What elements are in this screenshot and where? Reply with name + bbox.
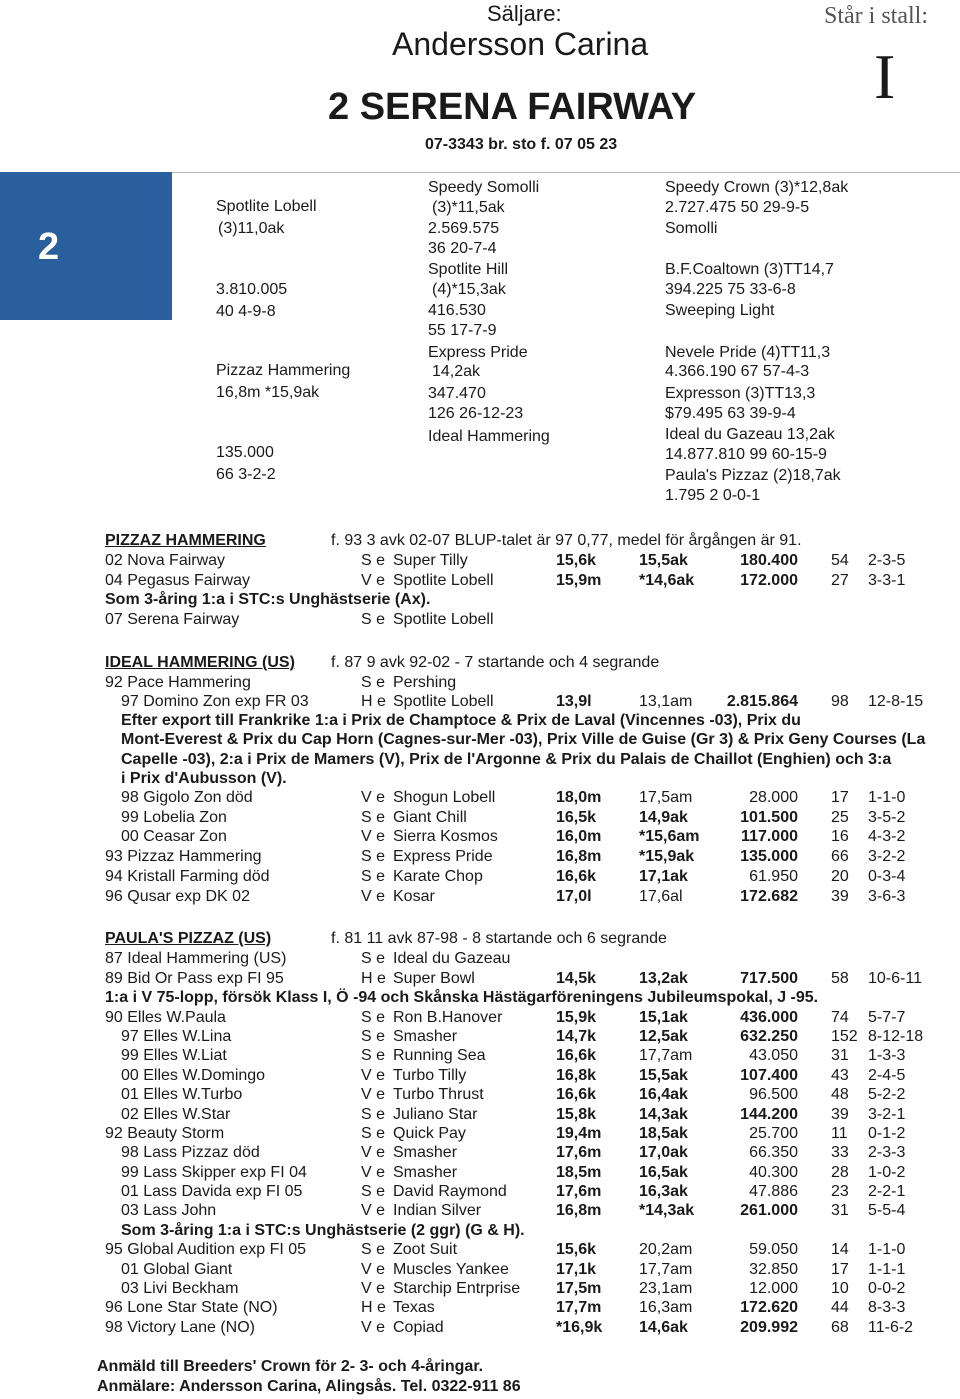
offspring-sire: Ideal du Gazeau — [393, 950, 511, 967]
offspring-record-1: 17,7m — [556, 1299, 602, 1317]
offspring-record-2: 14,9ak — [639, 808, 688, 826]
offspring-results: 12-8-15 — [868, 693, 924, 710]
offspring-name: 93 Pizzaz Hammering — [105, 848, 262, 866]
offspring-sex: S e — [361, 1008, 386, 1026]
pedigree-ancestor-line: Nevele Pride (4)TT11,3 — [665, 344, 831, 361]
offspring-record-1: 17,5m — [556, 1279, 602, 1297]
offspring-name: 94 Kristall Farming död — [105, 867, 270, 885]
offspring-name: 00 Ceasar Zon — [121, 828, 227, 846]
offspring-name: 01 Lass Davida exp FI 05 — [121, 1183, 303, 1201]
offspring-earnings: 172.682 — [740, 887, 798, 905]
stall-label: Står i stall: — [824, 3, 928, 29]
offspring-earnings: 32.850 — [749, 1260, 798, 1278]
offspring-earnings: 61.950 — [749, 867, 798, 885]
offspring-results: 1-1-1 — [868, 1260, 906, 1278]
offspring-sex: S e — [361, 808, 386, 826]
offspring-name: 92 Beauty Storm — [105, 1124, 225, 1142]
offspring-starts: 17 — [831, 789, 849, 806]
offspring-name: 00 Elles W.Domingo — [121, 1066, 266, 1084]
offspring-results: 3-6-3 — [868, 887, 906, 905]
pedigree-grandsire-line: Speedy Somolli — [428, 179, 540, 196]
offspring-results: 8-12-18 — [868, 1028, 924, 1046]
pedigree-ancestor-line: Speedy Crown (3)*12,8ak — [665, 179, 849, 196]
offspring-earnings: 261.000 — [740, 1202, 798, 1220]
offspring-sex: S e — [361, 1124, 386, 1142]
offspring-results: 11-6-2 — [868, 1318, 914, 1336]
offspring-starts: 20 — [831, 867, 849, 885]
footer-line-2: Anmälare: Andersson Carina, Alingsås. Tel. 0322-911 86 — [97, 1378, 521, 1395]
offspring-sire: Smasher — [393, 1163, 458, 1181]
offspring-sire: Smasher — [393, 1144, 458, 1162]
offspring-results: 2-3-3 — [868, 1144, 906, 1162]
pedigree-ancestor-line: 394.225 75 33-6-8 — [665, 281, 796, 298]
offspring-record-2: *15,6am — [639, 828, 700, 846]
offspring-starts: 39 — [831, 887, 849, 905]
offspring-record-1: 14,7k — [556, 1028, 597, 1046]
pedigree-sire-line: 66 3-2-2 — [216, 466, 276, 483]
catalog-number-box — [0, 172, 172, 320]
offspring-sire: Spotlite Lobell — [393, 610, 494, 628]
dam-heading: PIZZAZ HAMMERING — [105, 532, 266, 549]
offspring-name: 89 Bid Or Pass exp FI 95 — [105, 970, 284, 987]
offspring-results: 0-0-2 — [868, 1279, 906, 1297]
pedigree-sire-line: 135.000 — [216, 444, 274, 461]
offspring-name: 01 Global Giant — [121, 1260, 233, 1278]
offspring-earnings: 172.000 — [740, 571, 798, 589]
offspring-earnings: 436.000 — [740, 1008, 798, 1026]
offspring-earnings: 180.400 — [740, 552, 798, 569]
offspring-record-1: 18,0m — [556, 789, 602, 806]
offspring-sire: Sierra Kosmos — [393, 828, 498, 846]
offspring-sire: Zoot Suit — [393, 1241, 458, 1259]
offspring-starts: 66 — [831, 848, 849, 866]
offspring-record-1: 18,5m — [556, 1163, 602, 1181]
offspring-starts: 27 — [831, 571, 849, 589]
offspring-sex: S e — [361, 950, 386, 967]
pedigree-grandsire-line: 14,2ak — [432, 363, 481, 380]
offspring-results: 8-3-3 — [868, 1299, 906, 1317]
offspring-record-1: 16,0m — [556, 828, 602, 846]
offspring-sex: V e — [361, 1318, 386, 1336]
offspring-results: 1-3-3 — [868, 1047, 906, 1065]
offspring-name: 97 Elles W.Lina — [121, 1028, 232, 1046]
race-note: 1:a i V 75-lopp, försök Klass I, Ö -94 och Skånska Hästägarföreningens Jubileumspokal, J -95. — [105, 989, 819, 1007]
offspring-results: 3-5-2 — [868, 808, 906, 826]
seller-label: Säljare: — [487, 1, 562, 26]
horse-info: 07-3343 br. sto f. 07 05 23 — [425, 136, 618, 153]
offspring-sex: V e — [361, 1202, 386, 1220]
offspring-results: 4-3-2 — [868, 828, 906, 846]
offspring-sire: Giant Chill — [393, 808, 467, 826]
offspring-starts: 28 — [831, 1163, 849, 1181]
race-note: Som 3-åring 1:a i STC:s Unghästserie (2 ggr) (G & H). — [121, 1221, 525, 1239]
offspring-record-1: 17,6m — [556, 1144, 602, 1162]
pedigree-grandsire-line: 55 17-7-9 — [428, 322, 497, 339]
dam-info: f. 93 3 avk 02-07 BLUP-talet är 97 0,77, medel för årgången är 91. — [331, 532, 802, 549]
offspring-earnings: 28.000 — [749, 789, 798, 806]
offspring-sire: Texas — [393, 1299, 435, 1317]
offspring-sire: David Raymond — [393, 1183, 507, 1201]
offspring-sire: Copiad — [393, 1318, 444, 1336]
offspring-record-2: 15,5ak — [639, 1066, 688, 1084]
offspring-sex: S e — [361, 552, 386, 569]
offspring-sire: Kosar — [393, 887, 435, 905]
offspring-starts: 23 — [831, 1183, 849, 1201]
offspring-record-1: *16,9k — [556, 1318, 603, 1336]
stall-value: I — [874, 41, 896, 112]
offspring-record-2: 15,1ak — [639, 1008, 688, 1026]
offspring-record-2: *14,3ak — [639, 1202, 695, 1220]
offspring-record-1: 15,9m — [556, 571, 602, 589]
catalog-number: 2 — [38, 226, 60, 268]
offspring-earnings: 66.350 — [749, 1144, 798, 1162]
offspring-results: 2-4-5 — [868, 1066, 906, 1084]
offspring-record-2: 17,1ak — [639, 867, 688, 885]
offspring-record-2: 18,5ak — [639, 1124, 688, 1142]
offspring-sex: S e — [361, 867, 386, 885]
offspring-starts: 48 — [831, 1086, 849, 1104]
offspring-earnings: 135.000 — [740, 848, 798, 866]
offspring-name: 96 Qusar exp DK 02 — [105, 887, 250, 905]
greatgranddam-info: f. 81 11 avk 87-98 - 8 startande och 6 segrande — [331, 930, 667, 947]
offspring-sex: S e — [361, 610, 386, 628]
offspring-name: 95 Global Audition exp FI 05 — [105, 1241, 307, 1259]
granddam-heading: IDEAL HAMMERING (US) — [105, 654, 295, 671]
offspring-starts: 68 — [831, 1318, 849, 1336]
offspring-record-2: 13,1am — [639, 693, 693, 710]
offspring-starts: 74 — [831, 1008, 849, 1026]
offspring-sire: Smasher — [393, 1028, 458, 1046]
offspring-record-1: 17,6m — [556, 1183, 602, 1201]
offspring-name: 02 Nova Fairway — [105, 552, 226, 569]
offspring-record-1: 13,9l — [556, 693, 592, 710]
offspring-record-1: 16,6k — [556, 867, 597, 885]
offspring-starts: 31 — [831, 1202, 849, 1220]
offspring-starts: 25 — [831, 808, 849, 826]
pedigree-sire-line: (3)11,0ak — [218, 220, 285, 237]
pedigree-ancestor-line: 4.366.190 67 57-4-3 — [665, 363, 810, 380]
offspring-name: 07 Serena Fairway — [105, 610, 240, 628]
pedigree-grandsire-line: 36 20-7-4 — [428, 240, 497, 257]
offspring-record-1: 16,6k — [556, 1086, 597, 1104]
seller-name: Andersson Carina — [392, 26, 649, 62]
offspring-sire: Pershing — [393, 674, 457, 691]
offspring-record-2: 16,4ak — [639, 1086, 688, 1104]
race-note: Efter export till Frankrike 1:a i Prix de Champtoce & Prix de Laval (Vincennes -03), Prix du — [121, 712, 801, 729]
offspring-record-1: 19,4m — [556, 1124, 602, 1142]
offspring-record-2: 17,5am — [639, 789, 693, 806]
offspring-record-1: 15,6k — [556, 1241, 597, 1259]
offspring-record-1: 16,8m — [556, 1202, 602, 1220]
pedigree-sire-line: Spotlite Lobell — [216, 198, 317, 215]
offspring-record-2: 16,5ak — [639, 1163, 688, 1181]
offspring-record-1: 16,8k — [556, 1066, 597, 1084]
offspring-sex: V e — [361, 571, 386, 589]
offspring-sire: Indian Silver — [393, 1202, 482, 1220]
offspring-record-2: 16,3ak — [639, 1183, 688, 1201]
offspring-sex: H e — [361, 693, 386, 710]
offspring-sex: V e — [361, 1144, 386, 1162]
offspring-results: 3-2-1 — [868, 1105, 906, 1123]
offspring-sex: V e — [361, 1086, 386, 1104]
offspring-results: 10-6-11 — [868, 970, 922, 987]
offspring-record-2: 20,2am — [639, 1241, 693, 1259]
offspring-name: 98 Lass Pizzaz död — [121, 1144, 260, 1162]
offspring-name: 99 Elles W.Liat — [121, 1047, 227, 1065]
offspring-record-2: 17,7am — [639, 1047, 693, 1065]
offspring-sex: V e — [361, 887, 386, 905]
offspring-starts: 14 — [831, 1241, 849, 1259]
offspring-sire: Super Tilly — [393, 552, 468, 569]
offspring-record-2: 16,3am — [639, 1299, 693, 1317]
offspring-starts: 33 — [831, 1144, 849, 1162]
offspring-earnings: 717.500 — [740, 970, 798, 987]
offspring-sex: S e — [361, 1241, 386, 1259]
offspring-sex: S e — [361, 1047, 386, 1065]
offspring-record-1: 16,8m — [556, 848, 602, 866]
offspring-name: 96 Lone Star State (NO) — [105, 1299, 278, 1317]
pedigree-grandsire-line: 347.470 — [428, 385, 486, 402]
pedigree-ancestor-line: 2.727.475 50 29-9-5 — [665, 199, 810, 216]
offspring-sire: Turbo Tilly — [393, 1066, 467, 1084]
offspring-sire: Spotlite Lobell — [393, 693, 494, 710]
offspring-record-2: 14,3ak — [639, 1105, 688, 1123]
offspring-sex: V e — [361, 1163, 386, 1181]
offspring-sire: Spotlite Lobell — [393, 571, 494, 589]
pedigree-ancestor-line: Ideal du Gazeau 13,2ak — [665, 426, 835, 443]
offspring-sire: Muscles Yankee — [393, 1260, 509, 1278]
offspring-name: 04 Pegasus Fairway — [105, 571, 250, 589]
pedigree-ancestor-line: Somolli — [665, 220, 718, 237]
offspring-record-1: 15,6k — [556, 552, 597, 569]
pedigree-grandsire-line: (4)*15,3ak — [432, 281, 506, 298]
offspring-sex: H e — [361, 970, 386, 987]
offspring-starts: 10 — [831, 1279, 849, 1297]
offspring-results: 1-1-0 — [868, 789, 906, 806]
offspring-starts: 54 — [831, 552, 849, 569]
offspring-name: 90 Elles W.Paula — [105, 1008, 226, 1026]
offspring-record-1: 17,0l — [556, 887, 592, 905]
offspring-earnings: 144.200 — [740, 1105, 798, 1123]
offspring-record-1: 15,8k — [556, 1105, 597, 1123]
pedigree-ancestor-line: 1.795 2 0-0-1 — [665, 487, 761, 504]
offspring-sex: S e — [361, 848, 386, 866]
offspring-results: 1-0-2 — [868, 1163, 906, 1181]
offspring-results: 5-2-2 — [868, 1086, 906, 1104]
offspring-sex: S e — [361, 1028, 386, 1046]
pedigree-grandsire-line: (3)*11,5ak — [432, 199, 505, 216]
offspring-sire: Ron B.Hanover — [393, 1008, 503, 1026]
offspring-record-1: 17,1k — [556, 1260, 597, 1278]
offspring-earnings: 107.400 — [740, 1066, 798, 1084]
offspring-starts: 43 — [831, 1066, 849, 1084]
pedigree-sire-line: 16,8m *15,9ak — [216, 384, 320, 401]
offspring-record-2: 23,1am — [639, 1279, 693, 1297]
race-note: Capelle -03), 2:a i Prix de Mamers (V), Prix de l'Argonne & Prix du Palais de Chaillot (Enghien) och 3:a — [121, 750, 892, 768]
pedigree-sire-line: 3.810.005 — [216, 281, 288, 298]
offspring-results: 3-2-2 — [868, 848, 906, 866]
pedigree-sire-line: Pizzaz Hammering — [216, 362, 351, 379]
offspring-earnings: 2.815.864 — [726, 693, 798, 710]
pedigree-ancestor-line: B.F.Coaltown (3)TT14,7 — [665, 261, 834, 278]
offspring-sire: Juliano Star — [393, 1105, 478, 1123]
offspring-earnings: 101.500 — [740, 808, 798, 826]
pedigree-grandsire-line: 2.569.575 — [428, 220, 500, 237]
offspring-earnings: 59.050 — [749, 1241, 798, 1259]
offspring-results: 3-3-1 — [868, 571, 906, 589]
offspring-sire: Running Sea — [393, 1047, 486, 1065]
offspring-sex: V e — [361, 789, 386, 806]
offspring-name: 02 Elles W.Star — [121, 1105, 231, 1123]
offspring-earnings: 43.050 — [749, 1047, 798, 1065]
offspring-results: 0-1-2 — [868, 1124, 906, 1142]
pedigree-grandsire-line: Spotlite Hill — [428, 261, 509, 278]
horse-title: 2 SERENA FAIRWAY — [328, 86, 697, 128]
offspring-name: 03 Lass John — [121, 1202, 217, 1220]
offspring-results: 5-5-4 — [868, 1202, 906, 1220]
offspring-record-2: 13,2ak — [639, 970, 688, 987]
race-note: Mont-Everest & Prix du Cap Horn (Cagnes-sur-Mer -03), Prix Ville de Guise (Gr 3) & Prix Geny Courses (La — [121, 731, 926, 749]
offspring-sex: S e — [361, 1105, 386, 1123]
offspring-name: 97 Domino Zon exp FR 03 — [121, 693, 309, 710]
offspring-record-2: 17,6al — [639, 887, 683, 905]
offspring-starts: 98 — [831, 693, 849, 710]
pedigree-ancestor-line: 14.877.810 99 60-15-9 — [665, 446, 827, 463]
offspring-name: 01 Elles W.Turbo — [121, 1086, 243, 1104]
greatgranddam-heading: PAULA'S PIZZAZ (US) — [105, 930, 272, 947]
offspring-record-2: 15,5ak — [639, 552, 688, 569]
offspring-sex: V e — [361, 1066, 386, 1084]
offspring-record-2: 17,7am — [639, 1260, 693, 1278]
offspring-record-1: 16,6k — [556, 1047, 597, 1065]
offspring-sex: V e — [361, 1279, 386, 1297]
pedigree-grandsire-line: Ideal Hammering — [428, 428, 550, 445]
offspring-sire: Express Pride — [393, 848, 493, 866]
offspring-record-1: 14,5k — [556, 970, 597, 987]
offspring-sire: Quick Pay — [393, 1124, 466, 1142]
offspring-earnings: 96.500 — [749, 1086, 798, 1104]
offspring-record-2: 14,6ak — [639, 1318, 688, 1336]
footer-line-1: Anmäld till Breeders' Crown för 2- 3- och 4-åringar. — [97, 1358, 484, 1375]
pedigree-grandsire-line: 416.530 — [428, 302, 486, 319]
offspring-sex: S e — [361, 1183, 386, 1201]
offspring-earnings: 47.886 — [749, 1183, 798, 1201]
offspring-name: 03 Livi Beckham — [121, 1279, 239, 1297]
offspring-earnings: 209.992 — [740, 1318, 798, 1336]
offspring-results: 0-3-4 — [868, 867, 906, 885]
offspring-results: 5-7-7 — [868, 1008, 906, 1026]
offspring-starts: 31 — [831, 1047, 849, 1065]
offspring-name: 99 Lass Skipper exp FI 04 — [121, 1163, 307, 1181]
pedigree-ancestor-line: Sweeping Light — [665, 302, 775, 319]
pedigree-ancestor-line: Expresson (3)TT13,3 — [665, 385, 816, 402]
offspring-record-2: 12,5ak — [639, 1028, 688, 1046]
offspring-earnings: 25.700 — [749, 1124, 798, 1142]
offspring-record-2: *15,9ak — [639, 848, 695, 866]
offspring-sex: V e — [361, 1260, 386, 1278]
offspring-name: 99 Lobelia Zon — [121, 808, 227, 826]
offspring-name: 98 Victory Lane (NO) — [105, 1318, 255, 1336]
pedigree-ancestor-line: Paula's Pizzaz (2)18,7ak — [665, 467, 841, 484]
offspring-earnings: 117.000 — [741, 828, 798, 846]
pedigree-grandsire-line: Express Pride — [428, 344, 528, 361]
pedigree-box — [172, 172, 960, 518]
offspring-record-1: 16,5k — [556, 808, 597, 826]
offspring-name: 92 Pace Hammering — [105, 674, 251, 691]
offspring-sex: S e — [361, 674, 386, 691]
offspring-results: 2-2-1 — [868, 1183, 906, 1201]
offspring-earnings: 12.000 — [749, 1279, 798, 1297]
offspring-results: 1-1-0 — [868, 1241, 906, 1259]
offspring-record-1: 15,9k — [556, 1008, 597, 1026]
pedigree-grandsire-line: 126 26-12-23 — [428, 405, 524, 422]
offspring-record-2: *14,6ak — [639, 571, 695, 589]
offspring-sire: Starchip Entrprise — [393, 1279, 521, 1297]
offspring-starts: 17 — [831, 1260, 849, 1278]
offspring-starts: 44 — [831, 1299, 849, 1317]
offspring-name: 98 Gigolo Zon död — [121, 789, 253, 806]
offspring-sex: H e — [361, 1299, 386, 1317]
race-note: Som 3-åring 1:a i STC:s Unghästserie (Ax). — [105, 591, 431, 609]
offspring-sire: Super Bowl — [393, 970, 475, 987]
pedigree-sire-line: 40 4-9-8 — [216, 303, 276, 320]
granddam-info: f. 87 9 avk 92-02 - 7 startande och 4 segrande — [331, 654, 660, 671]
offspring-results: 2-3-5 — [868, 552, 906, 569]
offspring-starts: 11 — [831, 1124, 848, 1142]
offspring-sire: Shogun Lobell — [393, 789, 496, 806]
offspring-starts: 58 — [831, 970, 849, 987]
offspring-sire: Karate Chop — [393, 867, 483, 885]
offspring-name: 87 Ideal Hammering (US) — [105, 950, 287, 967]
offspring-record-2: 17,0ak — [639, 1144, 688, 1162]
offspring-sire: Turbo Thrust — [393, 1086, 484, 1104]
offspring-earnings: 172.620 — [740, 1299, 798, 1317]
pedigree-ancestor-line: $79.495 63 39-9-4 — [665, 405, 796, 422]
offspring-starts: 16 — [831, 828, 849, 846]
offspring-earnings: 632.250 — [740, 1028, 798, 1046]
race-note: i Prix d'Aubusson (V). — [121, 770, 287, 788]
offspring-starts: 39 — [831, 1105, 849, 1123]
offspring-sex: V e — [361, 828, 386, 846]
offspring-earnings: 40.300 — [749, 1163, 798, 1181]
offspring-starts: 152 — [831, 1028, 858, 1046]
